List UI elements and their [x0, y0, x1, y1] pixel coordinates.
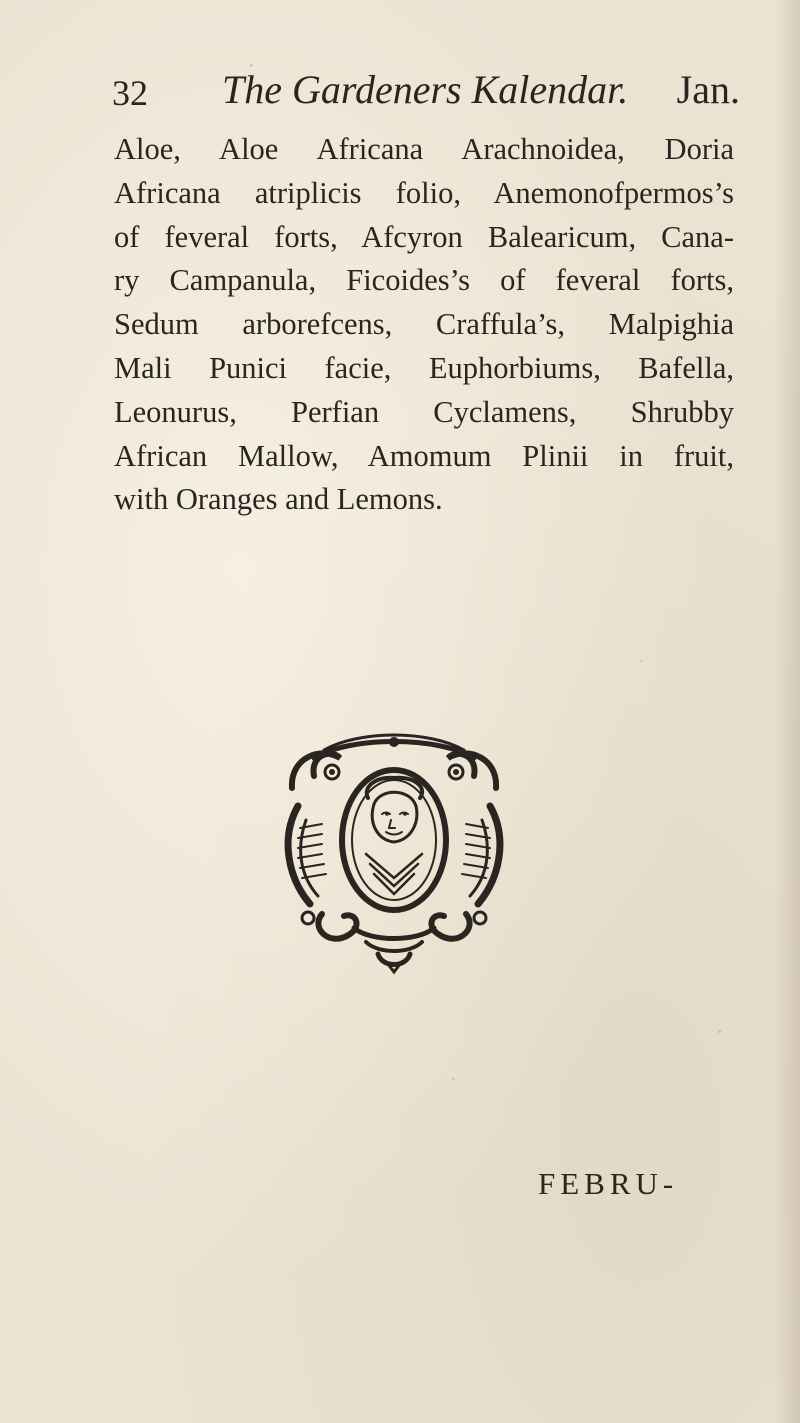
- running-title: The Gardeners Kalendar.: [222, 67, 629, 112]
- text-line: Africana atriplicis folio, Anemonofpermos’s: [114, 175, 734, 210]
- catchword: FEBRU-: [538, 1166, 679, 1201]
- running-head: [112, 66, 740, 122]
- ornamental-head-vignette-icon: [270, 728, 518, 976]
- text-line: African Mallow, Amomum Plinii in fruit,: [114, 438, 734, 473]
- text-line: Leonurus, Perfian Cyclamens, Shrubby: [114, 394, 734, 429]
- page-number: 32: [112, 73, 148, 113]
- text-line: ry Campanula, Ficoides’s of feveral forts,: [114, 263, 734, 298]
- text-line: Mali Punici facie, Euphorbiums, Bafella,: [114, 350, 734, 385]
- text-line: Aloe, Aloe Africana Arachnoidea, Doria: [114, 132, 734, 166]
- text-line: of feveral forts, Afcyron Balearicum, Cana-: [114, 219, 734, 254]
- paper-speck: [640, 660, 642, 662]
- text-line: with Oranges and Lemons.: [114, 482, 443, 517]
- page-edge-shadow: [774, 0, 800, 1423]
- paper-speck: [718, 1030, 721, 1033]
- body-paragraph: [114, 128, 734, 522]
- running-month: Jan.: [676, 67, 740, 112]
- text-line: Sedum arborefcens, Craffula’s, Malpighia: [114, 307, 734, 342]
- paper-speck: [452, 1078, 455, 1080]
